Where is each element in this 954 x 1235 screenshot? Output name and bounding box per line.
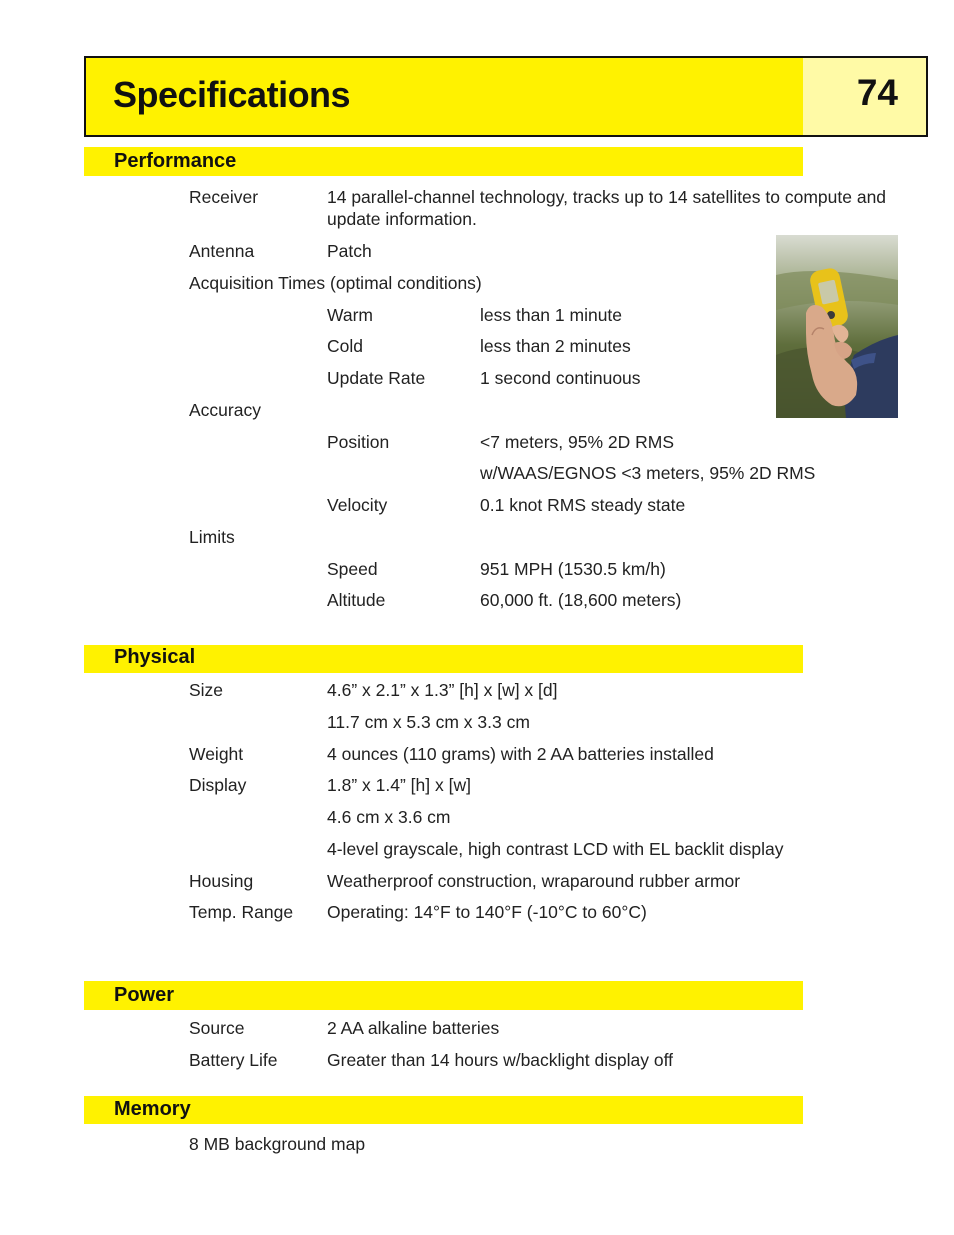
display-value-type: 4-level grayscale, high contrast LCD with EL backlit display [327, 839, 784, 859]
battery-life-label: Battery Life [189, 1050, 278, 1070]
cold-value: less than 2 minutes [480, 336, 631, 356]
update-rate-value: 1 second continuous [480, 368, 641, 388]
section-title: Memory [114, 1098, 191, 1120]
temp-range-label: Temp. Range [189, 902, 294, 922]
size-label: Size [189, 680, 224, 700]
weight-value: 4 ounces (110 grams) with 2 AA batteries installed [327, 744, 714, 764]
limits-label: Limits [189, 527, 235, 547]
page-header [84, 56, 928, 137]
gps-device-photo [776, 235, 898, 418]
size-value-metric: 11.7 cm x 5.3 cm x 3.3 cm [327, 712, 530, 732]
warm-value: less than 1 minute [480, 305, 623, 325]
memory-value: 8 MB background map [189, 1134, 366, 1154]
page-number: 74 [856, 72, 898, 113]
housing-label: Housing [189, 871, 254, 891]
velocity-label: Velocity [327, 495, 388, 515]
source-label: Source [189, 1018, 245, 1038]
battery-life-value: Greater than 14 hours w/backlight display off [327, 1050, 673, 1070]
page-number-box [803, 58, 926, 135]
update-rate-label: Update Rate [327, 368, 426, 388]
temp-range-value: Operating: 14°F to 140°F (-10°C to 60°C) [327, 902, 647, 922]
receiver-value: 14 parallel-channel technology, tracks up to 14 satellites to compute and update information. [327, 187, 887, 229]
section-power-header [84, 981, 803, 1010]
display-value-imperial: 1.8” x 1.4” [h] x [w] [327, 775, 471, 795]
antenna-label: Antenna [189, 241, 255, 261]
antenna-value: Patch [327, 241, 372, 261]
section-performance-header [84, 147, 803, 176]
receiver-label: Receiver [189, 187, 259, 207]
weight-label: Weight [189, 744, 244, 764]
speed-value: 951 MPH (1530.5 km/h) [480, 559, 666, 579]
altitude-value: 60,000 ft. (18,600 meters) [480, 590, 682, 610]
section-title: Physical [114, 646, 196, 668]
size-value-imperial: 4.6” x 2.1” x 1.3” [h] x [w] x [d] [327, 680, 558, 700]
warm-label: Warm [327, 305, 374, 325]
velocity-value: 0.1 knot RMS steady state [480, 495, 686, 515]
display-label: Display [189, 775, 247, 795]
section-title: Performance [114, 150, 237, 172]
accuracy-label: Accuracy [189, 400, 261, 420]
cold-label: Cold [327, 336, 363, 356]
section-title: Power [114, 984, 175, 1006]
altitude-label: Altitude [327, 590, 386, 610]
section-memory-header [84, 1096, 803, 1124]
housing-value: Weatherproof construction, wraparound rubber armor [327, 871, 741, 891]
page-title: Specifications [113, 74, 351, 115]
acquisition-label: Acquisition Times (optimal conditions) [189, 273, 482, 293]
display-value-metric: 4.6 cm x 3.6 cm [327, 807, 451, 827]
position-value: <7 meters, 95% 2D RMS [480, 432, 675, 452]
source-value: 2 AA alkaline batteries [327, 1018, 500, 1038]
waas-value: w/WAAS/EGNOS <3 meters, 95% 2D RMS [480, 463, 816, 483]
section-physical-header [84, 645, 803, 673]
speed-label: Speed [327, 559, 378, 579]
position-label: Position [327, 432, 390, 452]
